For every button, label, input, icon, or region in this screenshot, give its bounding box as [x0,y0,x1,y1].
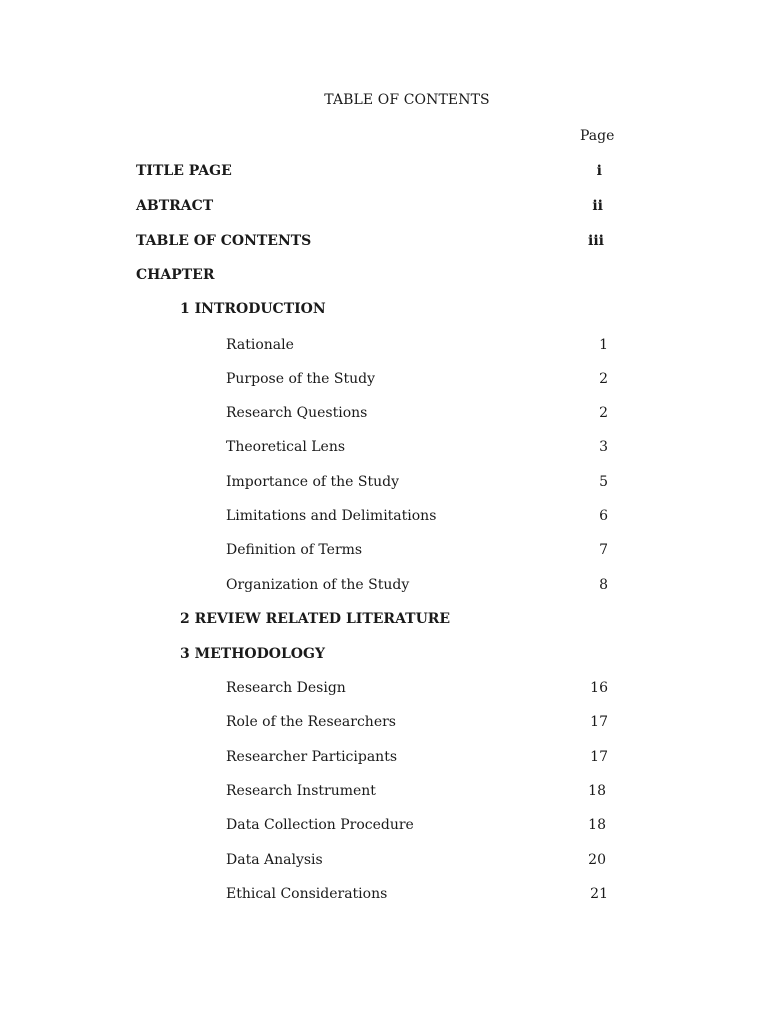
toc-entry-label: TITLE PAGE [136,163,232,179]
toc-entry-rationale[interactable] [0,337,768,357]
toc-entry-page: 17 [590,714,608,730]
toc-entry-label: Limitations and Delimitations [226,508,437,524]
toc-entry-label: ABTRACT [136,198,214,214]
toc-entry-label: Research Questions [226,405,368,421]
toc-entry-label: Research Instrument [226,783,376,799]
toc-entry-organization-of-the-study[interactable] [0,577,768,597]
toc-entry-label: TABLE OF CONTENTS [136,233,312,249]
toc-entry-label: Researcher Participants [226,749,398,765]
toc-entry-ethical-considerations[interactable] [0,886,768,906]
chapter-title: 3 METHODOLOGY [180,646,325,662]
toc-entry-chapter-2[interactable] [0,611,768,631]
toc-entry-label: Research Design [226,680,346,696]
toc-entry-label: Rationale [226,337,294,353]
toc-entry-label: Theoretical Lens [226,439,346,455]
toc-entry-abstract[interactable] [0,198,768,218]
toc-entry-page: ii [592,198,603,214]
toc-entry-page: 17 [590,749,608,765]
toc-entry-researcher-participants[interactable] [0,749,768,769]
toc-entry-data-analysis[interactable] [0,852,768,872]
toc-entry-definition-of-terms[interactable] [0,542,768,562]
toc-entry-page: 2 [599,405,608,421]
toc-entry-page: 2 [599,371,608,387]
toc-entry-page: 18 [588,817,606,833]
toc-entry-research-questions[interactable] [0,405,768,425]
toc-entry-table-of-contents[interactable] [0,233,768,253]
chapter-heading [0,267,768,287]
toc-title: TABLE OF CONTENTS [324,92,490,108]
toc-entry-role-of-the-researchers[interactable] [0,714,768,734]
page-column-header: Page [580,128,615,144]
toc-entry-page: 16 [590,680,608,696]
chapter-title: 2 REVIEW RELATED LITERATURE [180,611,451,627]
toc-entry-label: Importance of the Study [226,474,399,490]
toc-entry-label: Ethical Considerations [226,886,388,902]
toc-entry-chapter-1[interactable] [0,301,768,321]
toc-entry-label: Data Analysis [226,852,323,868]
toc-entry-theoretical-lens[interactable] [0,439,768,459]
toc-entry-label: Role of the Researchers [226,714,396,730]
toc-entry-page: 18 [588,783,606,799]
toc-entry-page: 20 [588,852,606,868]
toc-entry-page: 3 [599,439,608,455]
toc-entry-importance-of-the-study[interactable] [0,474,768,494]
toc-entry-page: i [596,163,602,179]
toc-entry-label: Definition of Terms [226,542,363,558]
toc-entry-research-instrument[interactable] [0,783,768,803]
toc-entry-page: 5 [599,474,608,490]
toc-entry-title-page[interactable] [0,163,768,183]
chapter-heading-label: CHAPTER [136,267,215,283]
toc-entry-page: 8 [599,577,608,593]
toc-entry-page: 7 [599,542,608,558]
toc-entry-data-collection-procedure[interactable] [0,817,768,837]
toc-entry-page: iii [588,233,604,249]
toc-entry-label: Purpose of the Study [226,371,375,387]
toc-entry-label: Data Collection Procedure [226,817,414,833]
toc-entry-label: Organization of the Study [226,577,410,593]
toc-entry-page: 6 [599,508,608,524]
toc-entry-page: 1 [599,337,608,353]
toc-entry-page: 21 [590,886,608,902]
toc-entry-research-design[interactable] [0,680,768,700]
toc-entry-limitations-and-delimitations[interactable] [0,508,768,528]
chapter-title: 1 INTRODUCTION [180,301,326,317]
toc-entry-purpose-of-the-study[interactable] [0,371,768,391]
toc-entry-chapter-3[interactable] [0,646,768,666]
